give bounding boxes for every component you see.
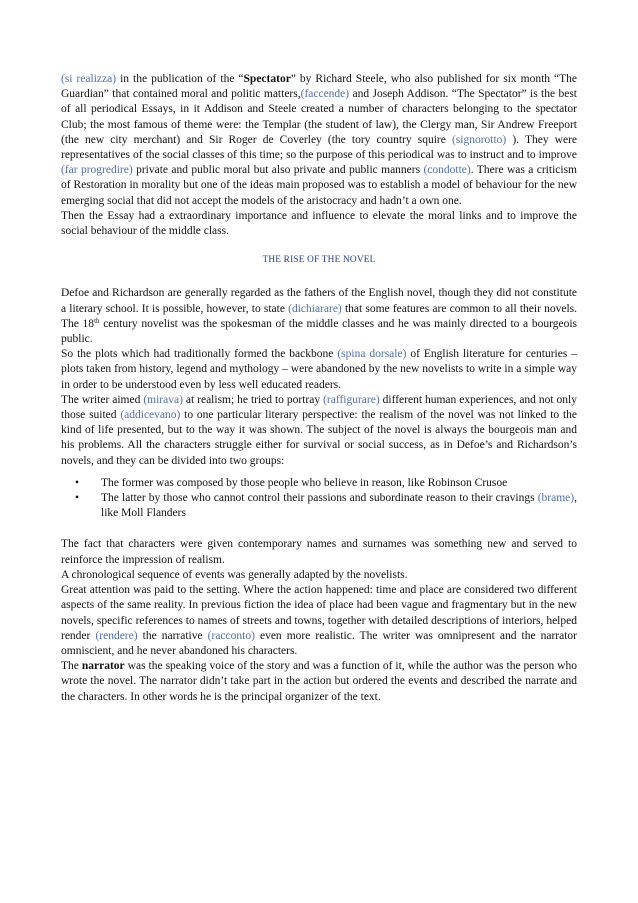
text-run: , like Moll Flanders	[101, 492, 577, 520]
paragraph-spectator	[61, 72, 577, 209]
paragraph-defoe-richardson	[61, 286, 577, 347]
document-page	[61, 72, 577, 705]
gloss-term: (far progredire)	[61, 164, 133, 177]
text-run: even more realistic. The writer was omnipresent and the narrator omniscient, and he never abandoned his characters.	[61, 629, 577, 657]
gloss-term: (si realizza)	[61, 73, 117, 85]
paragraph-plots	[61, 347, 577, 393]
text-run: ” by Richard Steele, who also published for six month “The Guardian” that contained moral and politic matters,	[61, 73, 578, 101]
text-run: was the speaking voice of the story and was a function of it, while the author was the person who wrote the novel. The narrator didn’t take part in the action but ordered the events and described the narrate and the characters. In other words he is the principal organizer of the text.	[61, 660, 577, 703]
text-run: Great attention was paid to the setting. Where the action happened: time and place are considered two different aspects of the same reality. In previous fiction the idea of place had been vague and fragmentary but in the new novels, specific references to names of streets and towns, together with detailed descriptions of interiors, helped render	[61, 584, 577, 642]
paragraph-chronology	[61, 568, 577, 583]
spacer	[61, 521, 577, 537]
bold-term: narrator	[81, 660, 125, 673]
text-run: that some features are common to all their novels. The 18	[61, 302, 577, 330]
text-run: different human experiences, and not only those suited	[61, 393, 577, 422]
text-run: to one particular literary perspective: the realism of the novel was not linked to the kind of life presented, but to the way it was shown. The subject of the novel is always the bourgeois man and his problems. All the characters struggle either for survival or social success, as in Defoe’s and Richardson’s novels, and they can be divided into two groups:	[61, 409, 577, 467]
section-title: THE RISE OF THE NOVEL	[262, 255, 376, 266]
gloss-term: (dichiarare)	[288, 302, 342, 315]
ordinal-suffix: th	[94, 316, 100, 325]
gloss-term: (raffigurare)	[323, 393, 380, 406]
text-run: ). They were representatives of the social classes of this time; so the purpose of this periodical was to instruct and to improve	[61, 133, 578, 162]
bold-term: Spectator	[243, 73, 291, 85]
text-run: in the publication of the “	[116, 73, 244, 85]
paragraph-narrator	[61, 659, 577, 705]
paragraph-realism	[61, 393, 577, 469]
text-run: The	[61, 660, 82, 673]
gloss-term: (condotte)	[423, 164, 471, 177]
paragraph-essay-influence	[61, 209, 577, 239]
bullet-icon: •	[75, 476, 80, 489]
text-run: private and public moral but also private and public manners	[132, 164, 424, 177]
gloss-term: (mirava)	[143, 393, 183, 406]
paragraph-setting	[61, 583, 577, 659]
gloss-term: (spina dorsale)	[337, 348, 407, 361]
text-run: Defoe and Richardson are generally regarded as the fathers of the English novel, though they did not constitute a literary school. It is possible, however, to state	[61, 287, 577, 315]
text-run: at realism; he tried to portray	[182, 393, 324, 406]
text-run: and Joseph Addison. “The Spectator” is the best of all periodical Essays, in it Addison and Steele created a number of characters belonging to the spectator Club; the most famous of theme were: the Templar (the student of law), the Clergy man, Sir Andrew Freeport (the new city merchant) and Sir Roger de Coverley (the tory country squire	[61, 88, 577, 146]
gloss-term: (faccende)	[300, 88, 350, 101]
list-item-text	[101, 477, 507, 489]
list-item	[61, 476, 577, 491]
gloss-term: (rendere)	[95, 629, 138, 642]
paragraph-names-realism	[61, 537, 577, 567]
bullet-icon: •	[75, 492, 80, 505]
gloss-term: (racconto)	[207, 629, 255, 642]
list-item-text	[101, 492, 577, 519]
text-run: of English literature for centuries – plots taken from history, legend and mythology – were abandoned by the new novelists to write in a simple way in order to be understood even by less well educated readers.	[61, 348, 577, 391]
gloss-term: (addicevano)	[120, 409, 181, 422]
text-run: the narrative	[137, 629, 208, 642]
text-run: A chronological sequence of events was generally adapted by the novelists.	[61, 568, 408, 581]
text-run: The fact that characters were given contemporary names and surnames was something new and served to reinforce the impression of realism.	[61, 538, 577, 566]
text-run: So the plots which had traditionally formed the backbone	[61, 348, 338, 361]
text-run: Then the Essay had a extraordinary importance and influence to elevate the moral links and to improve the social behaviour of the middle class.	[61, 209, 577, 238]
text-run: The writer aimed	[61, 393, 144, 406]
gloss-term: (brame)	[537, 492, 575, 505]
text-run: century novelist was the spokesman of the middle classes and he was mainly directed to a bourgeois public.	[61, 317, 577, 346]
text-run: The latter by those who cannot control their passions and subordinate reason to their cravings	[101, 492, 538, 505]
list-item	[61, 491, 577, 521]
text-run: . There was a criticism of Restoration in morality but one of the ideas main proposed was to establish a model of behaviour for the new emerging social that did not accept the models of the aristocracy and hadn’t a own one.	[61, 164, 577, 207]
character-groups-list	[61, 476, 577, 522]
gloss-term: (signorotto)	[451, 133, 507, 146]
text-run: The former was composed by those people who believe in reason, like Robinson Crusoe	[101, 476, 508, 489]
